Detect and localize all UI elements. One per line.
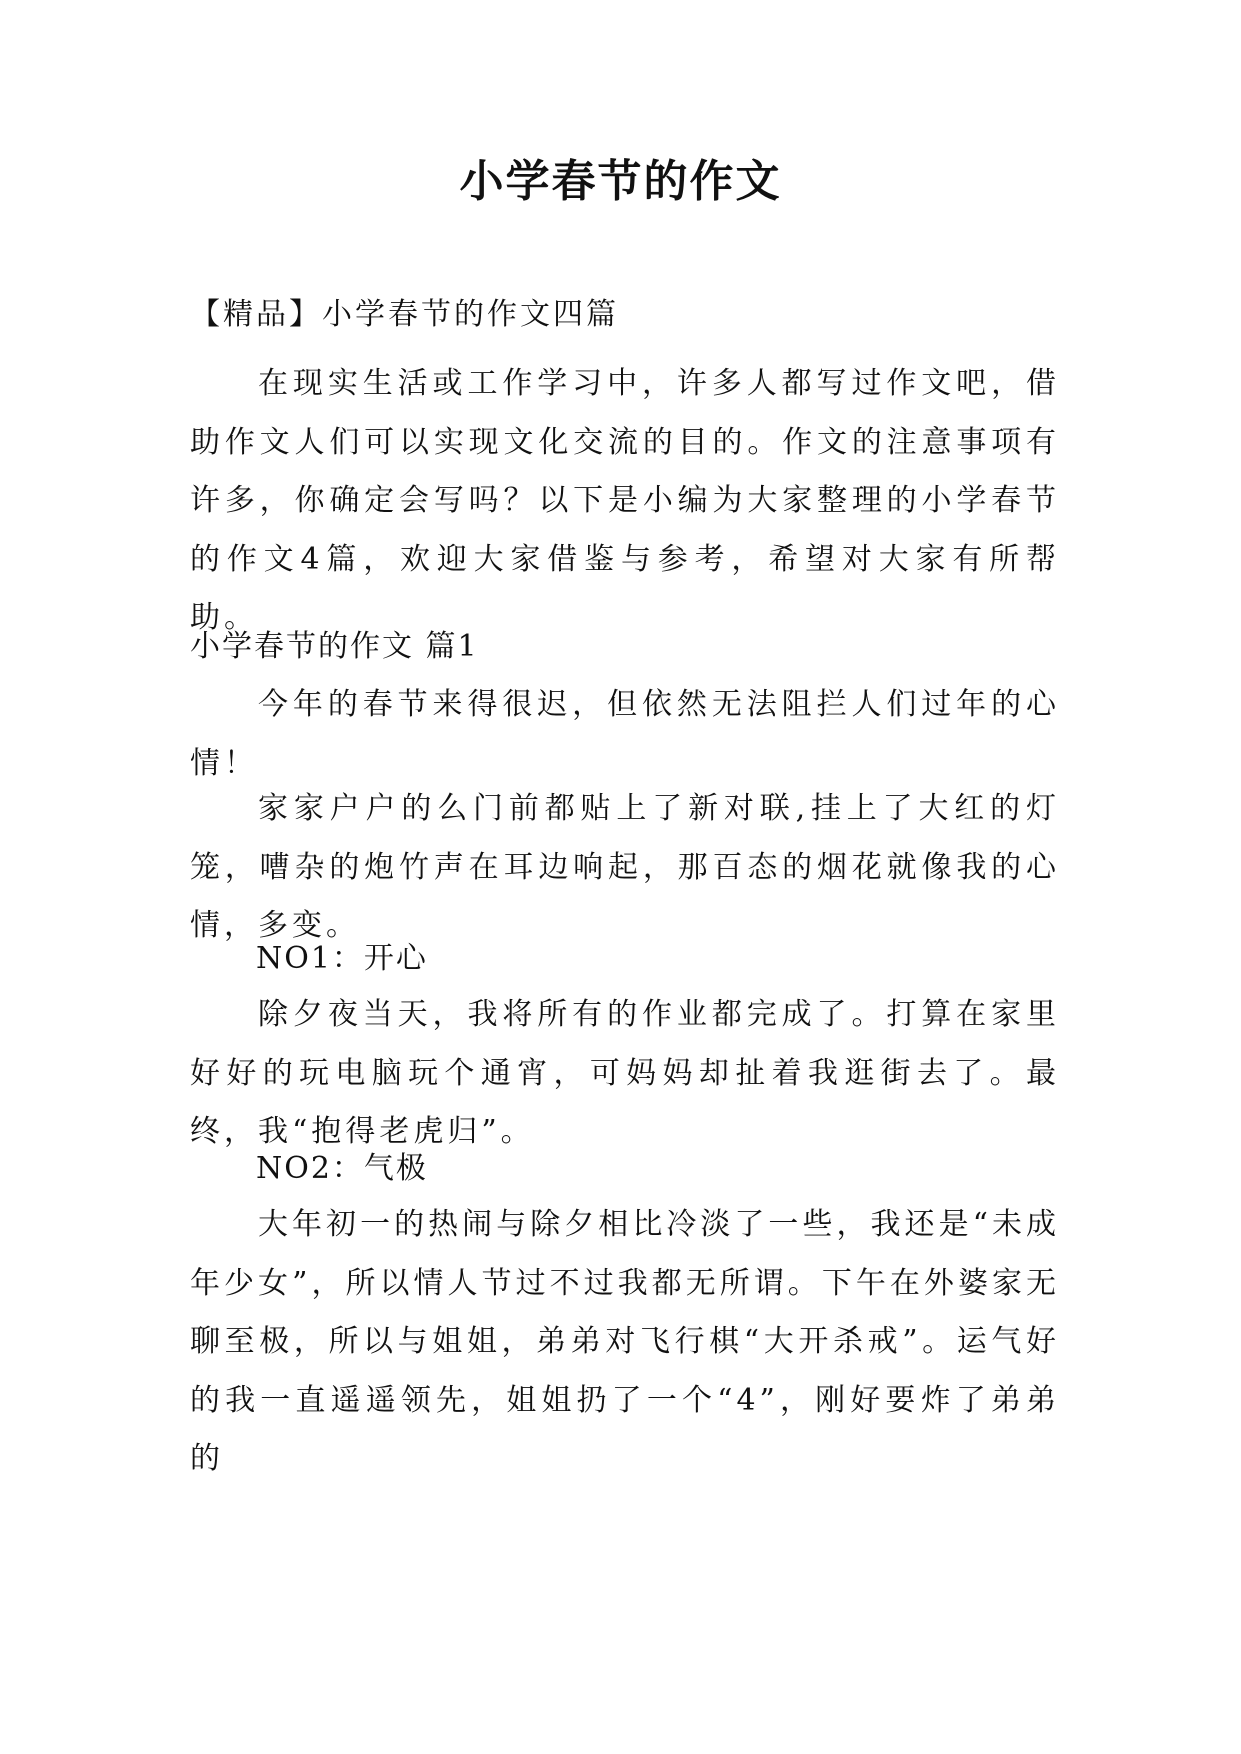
paragraph-2: 家家户户的么门前都贴上了新对联,挂上了大红的灯笼，嘈杂的炮竹声在耳边响起，那百态的烟花就像我的心情，多变。 [190,791,1060,943]
paragraph-1: 今年的春节来得很迟，但依然无法阻拦人们过年的心情！ [190,687,1060,781]
section-heading: 小学春节的作文 篇1 [190,629,479,664]
label-no2: NO2：气极 [256,1151,428,1186]
document-title: 小学春节的作文 [459,156,782,207]
paragraph-4: 大年初一的热闹与除夕相比冷淡了一些，我还是“未成年少女”，所以情人节过不过我都无所谓。下午在外婆家无聊至极，所以与姐姐，弟弟对飞行棋“大开杀戒”。运气好的我一直遥遥领先，姐姐扔了一个“4”，刚好要炸了弟弟的 [190,1207,1060,1476]
label-no1: NO1：开心 [256,941,428,976]
document-subtitle: 【精品】小学春节的作文四篇 [190,297,619,332]
paragraph-3: 除夕夜当天，我将所有的作业都完成了。打算在家里好好的玩电脑玩个通宵，可妈妈却扯着我逛街去了。最终，我“抱得老虎归”。 [190,997,1060,1149]
intro-paragraph: 在现实生活或工作学习中，许多人都写过作文吧，借助作文人们可以实现文化交流的目的。作文的注意事项有许多，你确定会写吗？以下是小编为大家整理的小学春节的作文4篇，欢迎大家借鉴与参考，希望对大家有所帮助。 [190,366,1060,635]
